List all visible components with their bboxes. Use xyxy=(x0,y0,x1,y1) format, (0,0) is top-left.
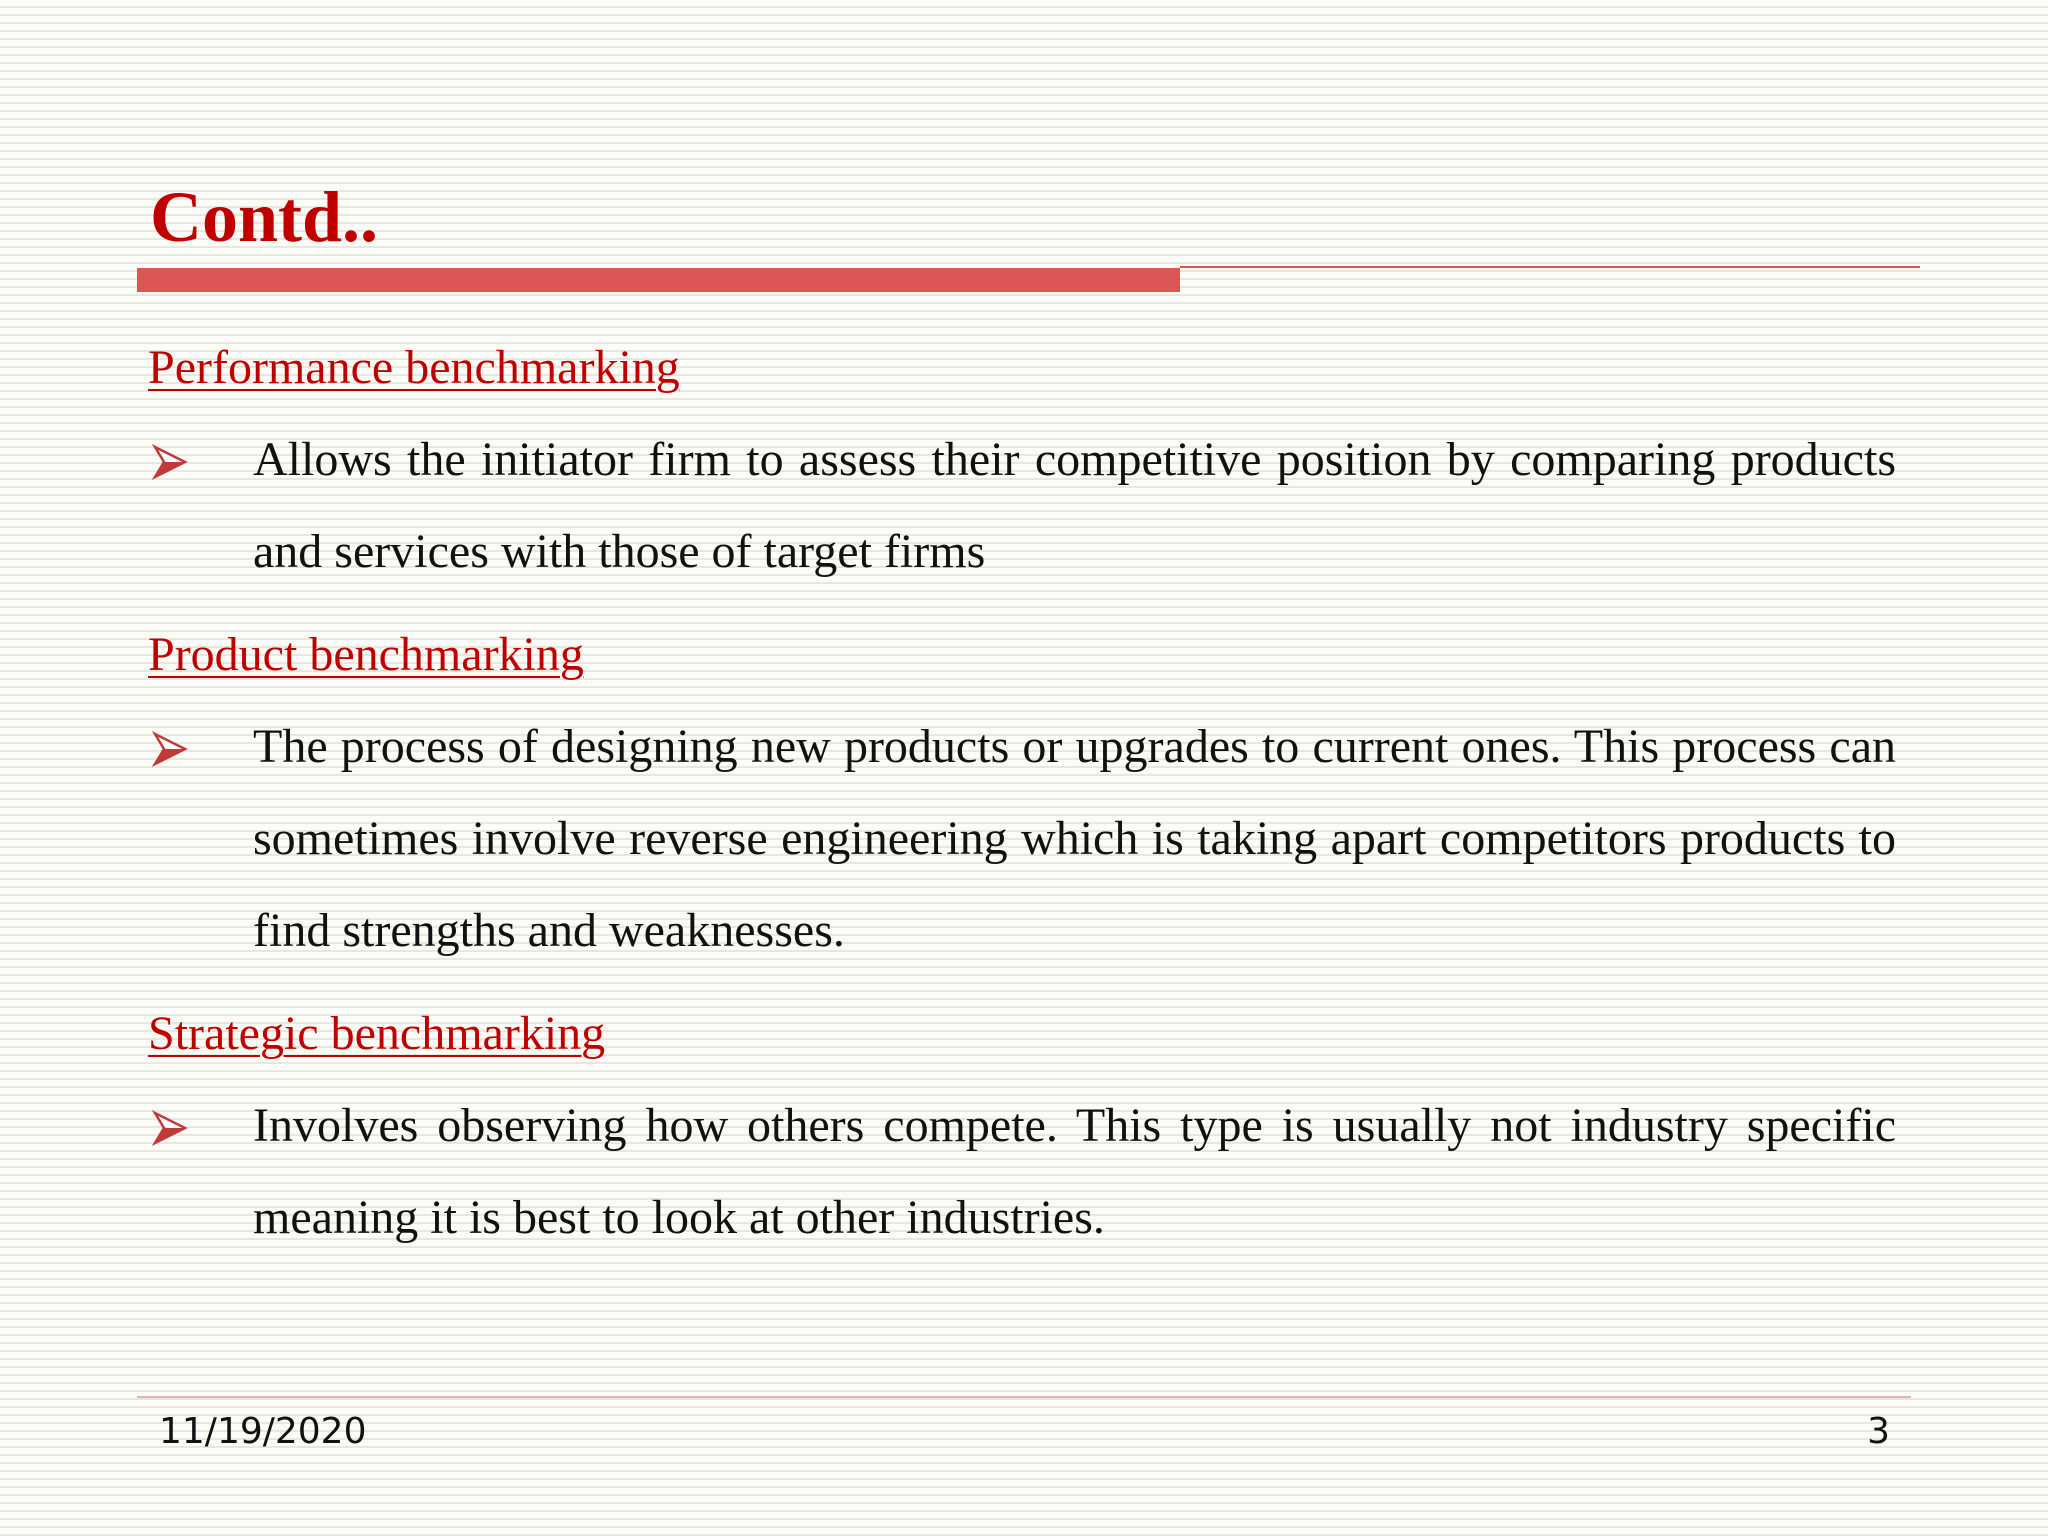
bullet-item xyxy=(148,1080,1896,1264)
footer-divider xyxy=(137,1396,1911,1398)
section-heading-product: Product benchmarking xyxy=(148,628,584,681)
footer-date: 11/19/2020 xyxy=(159,1411,367,1452)
title-underline-rule xyxy=(1180,266,1920,268)
bullet-text: Involves observing how others compete. This type is usually not industry specific meaning it is best to look at other industries. xyxy=(253,1099,1896,1244)
section-heading-performance: Performance benchmarking xyxy=(148,341,680,394)
slide-title: Contd.. xyxy=(150,177,379,257)
page-number: 3 xyxy=(1867,1411,1890,1452)
section-heading-strategic: Strategic benchmarking xyxy=(148,1007,606,1060)
arrowhead-bullet-icon xyxy=(152,444,188,480)
title-underline-bar xyxy=(137,268,1180,292)
bullet-text: The process of designing new products or upgrades to current ones. This process can sometimes involve reverse engineering which is taking apart competitors products to find strengths and weaknesses. xyxy=(253,720,1896,957)
bullet-text: Allows the initiator firm to assess their competitive position by comparing products and services with those of target firms xyxy=(253,433,1896,578)
bullet-item xyxy=(148,414,1896,598)
slide-content xyxy=(148,322,1896,1275)
bullet-item xyxy=(148,701,1896,977)
arrowhead-bullet-icon xyxy=(152,1110,188,1146)
arrowhead-bullet-icon xyxy=(152,731,188,767)
